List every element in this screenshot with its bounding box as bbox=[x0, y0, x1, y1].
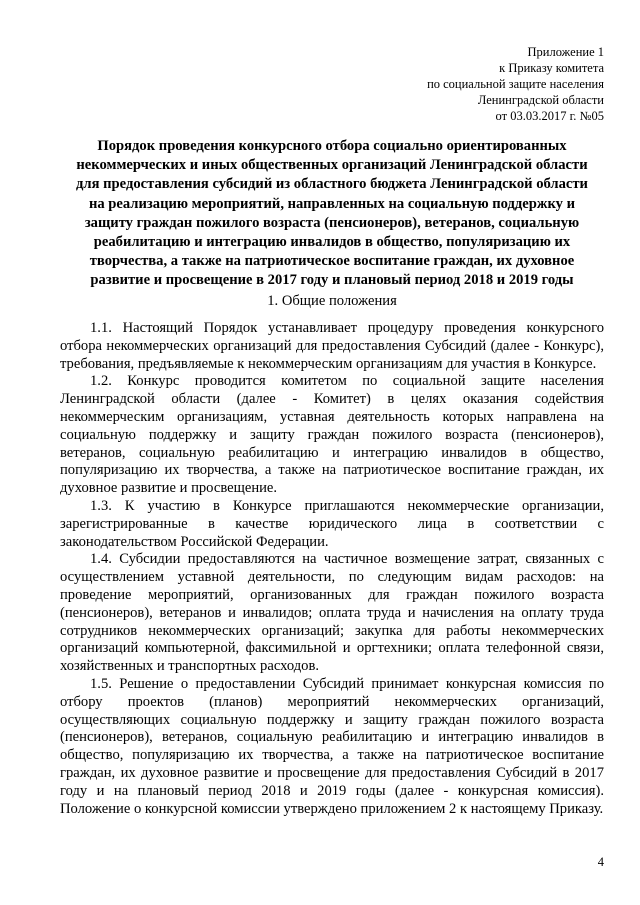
appendix-line: к Приказу комитета bbox=[499, 61, 604, 75]
page-number: 4 bbox=[597, 855, 604, 869]
title-line: некоммерческих и иных общественных организаций Ленинградской области bbox=[76, 157, 588, 174]
appendix-reference bbox=[427, 44, 604, 124]
paragraph-1-3: 1.3. К участию в Конкурсе приглашаются некоммерческие организации, зарегистрированные в качестве юридического лица в соответствии с законодательством Российской Федерации. bbox=[60, 497, 604, 550]
appendix-line: Ленинградской области bbox=[477, 93, 604, 107]
title-line: для предоставления субсидий из областного бюджета Ленинградской области bbox=[76, 176, 588, 193]
appendix-line: от 03.03.2017 г. №05 bbox=[495, 109, 604, 123]
appendix-line: по социальной защите населения bbox=[427, 77, 604, 91]
paragraph-1-4: 1.4. Субсидии предоставляются на частичное возмещение затрат, связанных с осуществлением уставной деятельности, по следующим видам расходов: на проведение мероприятий, организованных для граждан пожилого возраста (пенсионеров), ветеранов и инвалидов; оплата труда и начисления на оплату труда сотрудников некоммерческих организаций; закупка для работы некоммерческих организаций компьютерной, факсимильной и оргтехники; оплата телефонной связи, хозяйственных и транспортных расходов. bbox=[60, 551, 604, 675]
paragraph-1-2: 1.2. Конкурс проводится комитетом по социальной защите населения Ленинградской области (далее - Комитет) в целях оказания содействия некоммерческим организациям, уставная деятельность которых направлена на социальную поддержку и защиту граждан пожилого возраста (пенсионеров), ветеранов, социальную реабилитацию и интеграцию инвалидов в общество, популяризацию их творчества, а также на патриотическое воспитание граждан, их духовное развитие и просвещение. bbox=[60, 373, 604, 497]
section-heading: 1. Общие положения bbox=[267, 293, 397, 309]
title-line: развитие и просвещение в 2017 году и плановый период 2018 и 2019 годы bbox=[90, 272, 574, 289]
title-line: защиту граждан пожилого возраста (пенсионеров), ветеранов, социальную bbox=[84, 214, 580, 231]
title-line: творчества, а также на патриотическое воспитание граждан, их духовное bbox=[89, 253, 575, 270]
document-body bbox=[60, 320, 604, 818]
title-line: реабилитацию и интеграцию инвалидов в общество, популяризацию их bbox=[93, 234, 571, 251]
paragraph-1-1: 1.1. Настоящий Порядок устанавливает процедуру проведения конкурсного отбора некоммерческих организаций для предоставления Субсидий (далее - Конкурс), требования, предъявляемые к некоммерческим организациям для участия в Конкурсе. bbox=[60, 320, 604, 372]
document-title bbox=[60, 137, 604, 291]
paragraph-1-5: 1.5. Решение о предоставлении Субсидий принимает конкурсная комиссия по отбору проектов (планов) мероприятий некоммерческих организаций, осуществляющих социальную поддержку и защиту граждан пожилого возраста (пенсионеров), ветеранов, социальную реабилитацию и интеграцию инвалидов в общество, популяризацию их творчества, а также на патриотическое воспитание граждан, их духовное развитие и просвещение для предоставления Субсидий в 2017 году и на плановый период 2018 и 2019 годы (далее - конкурсная комиссия). Положение о конкурсной комиссии утверждено приложением 2 к настоящему Приказу. bbox=[60, 675, 604, 817]
appendix-line: Приложение 1 bbox=[527, 45, 604, 59]
title-line: Порядок проведения конкурсного отбора социально ориентированных bbox=[97, 138, 567, 154]
title-line: на реализацию мероприятий, направленных на социальную поддержку и bbox=[88, 195, 576, 212]
